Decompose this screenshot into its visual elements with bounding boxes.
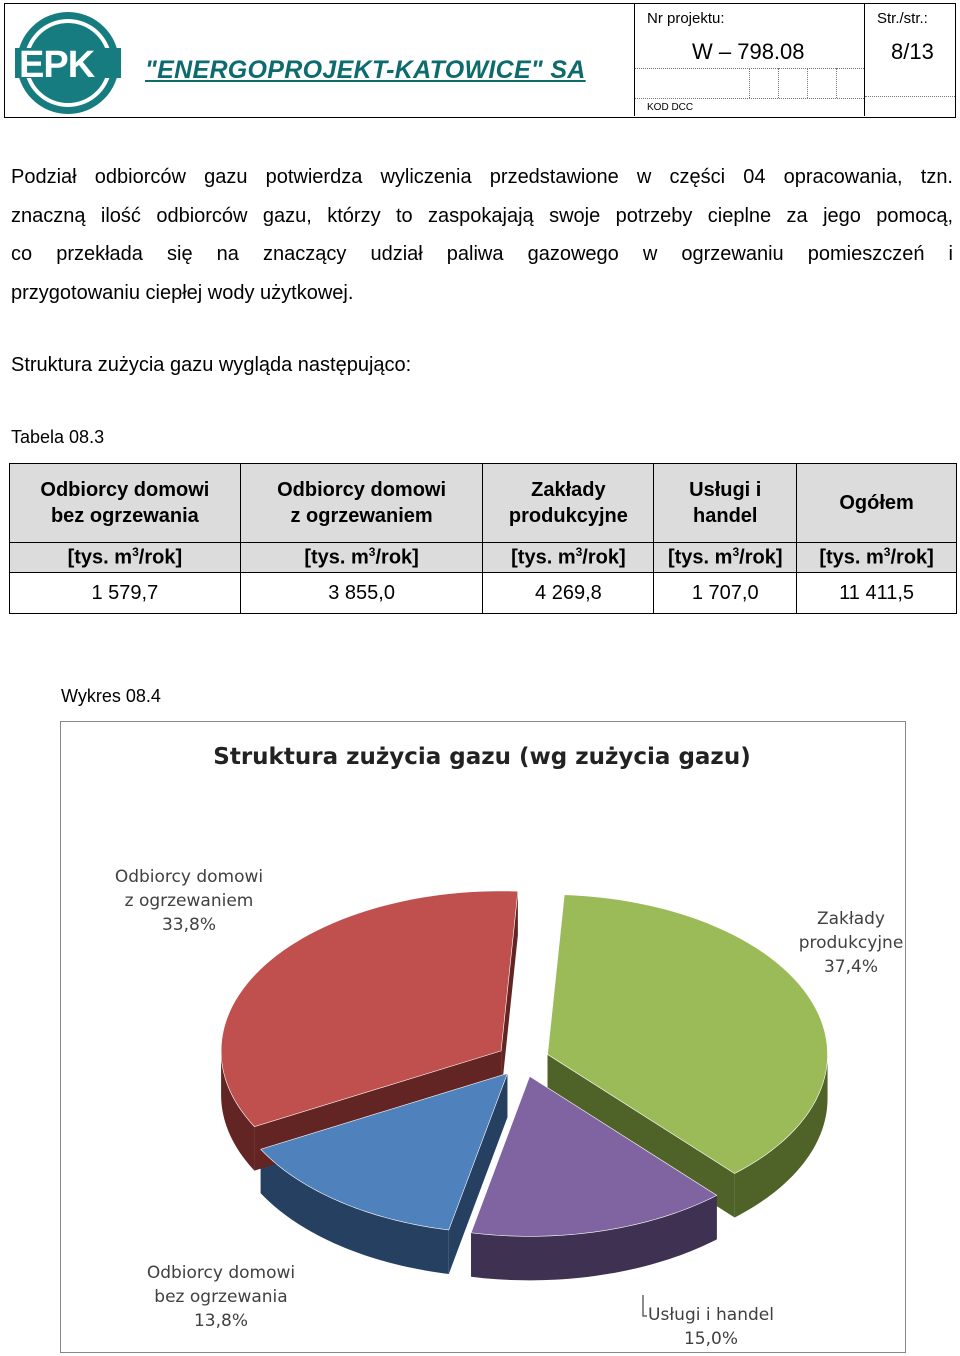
table-cell: 11 411,5	[797, 573, 957, 614]
logo-cell	[5, 4, 634, 116]
table-header-cell: Odbiorcy domowi z ogrzewaniem	[240, 464, 483, 543]
data-label: Odbiorcy domowi bez ogrzewania 13,8%	[146, 1263, 296, 1331]
page-label: Str./str.:	[877, 10, 928, 27]
project-number-label: Nr projektu:	[647, 10, 725, 27]
dotted-divider	[749, 68, 750, 98]
dotted-divider	[635, 98, 864, 99]
table-label: Tabela 08.3	[11, 427, 105, 447]
table-header-cell: Odbiorcy domowi bez ogrzewania	[10, 464, 241, 543]
header-divider	[634, 4, 635, 116]
data-label: Odbiorcy domowi z ogrzewaniem 33,8%	[114, 867, 264, 935]
table-header-cell: Zakłady produkcyjne	[483, 464, 654, 543]
body-paragraph	[11, 158, 953, 312]
leader-line	[643, 1295, 647, 1316]
pie-chart	[61, 722, 904, 1351]
table-unit-row	[10, 543, 957, 573]
page-number: 8/13	[891, 39, 934, 64]
table-unit-cell: [tys. $m^3/rok$]	[10, 543, 241, 573]
table-header-cell: Ogółem	[797, 464, 957, 543]
table-cell: 1 707,0	[654, 573, 797, 614]
table-row	[10, 573, 957, 614]
company-name: "ENERGOPROJEKT-KATOWICE" SA	[145, 56, 586, 84]
data-label: Usługi i handel 15,0%	[648, 1305, 774, 1349]
table-unit-cell: [tys. $m^3/rok$]	[240, 543, 483, 573]
dotted-divider	[778, 68, 779, 98]
data-label: Zakłady produkcyjne 37,4%	[798, 909, 904, 977]
table-unit-cell: [tys. $m^3/rok$]	[483, 543, 654, 573]
table-header-cell: Usługi i handel	[654, 464, 797, 543]
table-header-row	[10, 464, 957, 543]
dotted-divider	[807, 68, 808, 98]
project-number-value: W – 798.08	[692, 39, 805, 64]
table-cell: 4 269,8	[483, 573, 654, 614]
logo-text: EPK	[19, 44, 95, 86]
pie-chart-frame	[60, 721, 906, 1353]
paragraph-line: Podział odbiorców gazu potwierdza wyliczenia przedstawione w części 04 opracowania, tzn.	[11, 166, 953, 188]
paragraph-line: przygotowaniu ciepłej wody użytkowej.	[11, 281, 354, 304]
paragraph-line: co przekłada się na znaczący udział paliwa gazowego w ogrzewaniu pomieszczeń i	[11, 243, 953, 265]
table-cell: 1 579,7	[10, 573, 241, 614]
chart-title: Struktura zużycia gazu (wg zużycia gazu)	[213, 744, 751, 770]
document-header	[4, 3, 956, 118]
chart-caption: Wykres 08.4	[61, 686, 161, 706]
dcc-code-label: KOD DCC	[647, 102, 694, 113]
dotted-divider	[836, 68, 837, 98]
table-cell: 3 855,0	[240, 573, 483, 614]
dotted-divider	[865, 96, 955, 97]
table-unit-cell: [tys. $m^3/rok$]	[654, 543, 797, 573]
paragraph-line: znaczną ilość odbiorców gazu, którzy to zaspokajają swoje potrzeby cieplne za jego pomocą,	[11, 204, 953, 227]
header-divider	[864, 4, 865, 116]
table-unit-cell: [tys. $m^3/rok$]	[797, 543, 957, 573]
gas-usage-table	[9, 463, 957, 614]
section-intro: Struktura zużycia gazu wygląda następująco:	[11, 354, 412, 376]
